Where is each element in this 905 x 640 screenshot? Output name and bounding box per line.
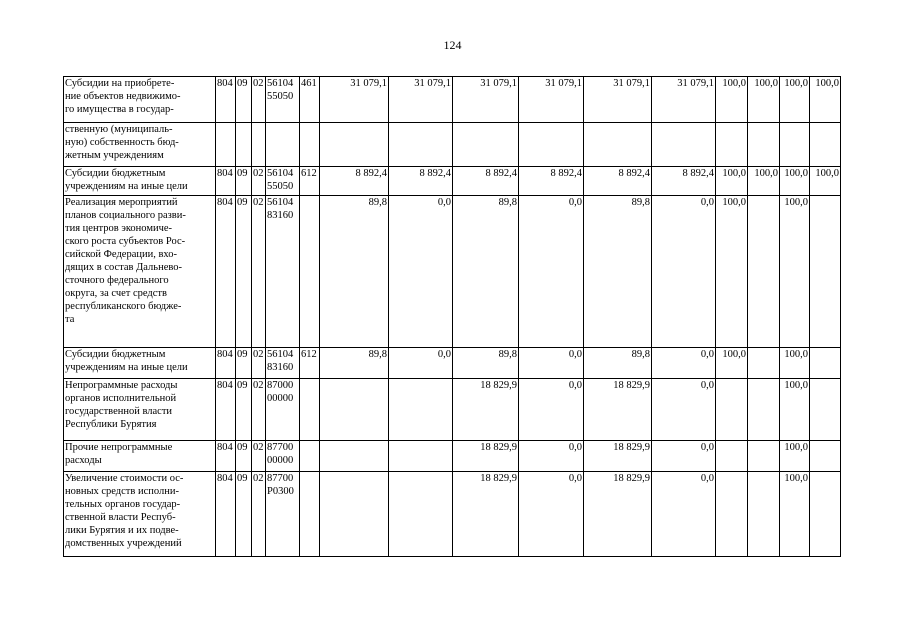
percent-1-cell: 100,0 [716, 167, 748, 196]
expense-type-cell: 461 [300, 77, 320, 123]
code-1-cell: 804 [216, 441, 236, 472]
value-1-cell [320, 472, 389, 557]
code-3-cell: 02 [252, 379, 266, 441]
expense-type-cell [300, 379, 320, 441]
value-3-cell [453, 123, 519, 167]
row-name-cell: Прочие непрограммные расходы [64, 441, 216, 472]
expense-type-cell [300, 123, 320, 167]
value-2-cell [389, 379, 453, 441]
code-2-cell: 09 [236, 77, 252, 123]
value-1-cell [320, 441, 389, 472]
code-3-cell: 02 [252, 441, 266, 472]
table-row [64, 472, 841, 557]
value-3-cell: 18 829,9 [453, 441, 519, 472]
value-1-cell: 89,8 [320, 348, 389, 379]
row-name-cell: Субсидии бюджетным учреждениям на иные цели [64, 348, 216, 379]
code-1-cell: 804 [216, 379, 236, 441]
expense-type-cell [300, 441, 320, 472]
percent-2-cell: 100,0 [748, 167, 780, 196]
percent-4-cell [810, 196, 841, 348]
value-5-cell: 18 829,9 [584, 441, 652, 472]
percent-3-cell: 100,0 [780, 441, 810, 472]
percent-4-cell [810, 123, 841, 167]
percent-3-cell: 100,0 [780, 472, 810, 557]
percent-2-cell: 100,0 [748, 77, 780, 123]
percent-4-cell [810, 441, 841, 472]
code-2-cell [236, 123, 252, 167]
expense-type-cell: 612 [300, 167, 320, 196]
percent-4-cell: 100,0 [810, 167, 841, 196]
percent-4-cell [810, 348, 841, 379]
value-1-cell: 89,8 [320, 196, 389, 348]
percent-4-cell [810, 472, 841, 557]
target-code-cell: 56104 55050 [266, 77, 300, 123]
code-1-cell [216, 123, 236, 167]
value-5-cell: 8 892,4 [584, 167, 652, 196]
code-2-cell: 09 [236, 196, 252, 348]
code-1-cell: 804 [216, 77, 236, 123]
target-code-cell: 87000 00000 [266, 379, 300, 441]
percent-2-cell [748, 123, 780, 167]
value-3-cell: 18 829,9 [453, 472, 519, 557]
value-3-cell: 89,8 [453, 348, 519, 379]
percent-2-cell [748, 348, 780, 379]
percent-1-cell: 100,0 [716, 348, 748, 379]
code-3-cell: 02 [252, 348, 266, 379]
code-2-cell: 09 [236, 472, 252, 557]
value-2-cell: 0,0 [389, 196, 453, 348]
value-4-cell: 0,0 [519, 472, 584, 557]
value-1-cell [320, 379, 389, 441]
value-2-cell [389, 441, 453, 472]
percent-3-cell [780, 123, 810, 167]
value-6-cell [652, 123, 716, 167]
code-3-cell: 02 [252, 472, 266, 557]
row-name-cell: Непрограммные расходы органов исполнительной государственной власти Республики Бурятия [64, 379, 216, 441]
expense-type-cell [300, 472, 320, 557]
code-1-cell: 804 [216, 167, 236, 196]
percent-2-cell [748, 379, 780, 441]
code-3-cell: 02 [252, 77, 266, 123]
code-3-cell [252, 123, 266, 167]
value-6-cell: 0,0 [652, 441, 716, 472]
row-name-cell: Субсидии бюджетным учреждениям на иные цели [64, 167, 216, 196]
table-row [64, 348, 841, 379]
table-row [64, 441, 841, 472]
percent-3-cell: 100,0 [780, 348, 810, 379]
percent-2-cell [748, 196, 780, 348]
value-4-cell: 8 892,4 [519, 167, 584, 196]
page-number: 124 [443, 38, 462, 52]
row-name-cell: Увеличение стоимости ос- новных средств исполни- тельных органов государ- ственной власти Респуб- лики Бурятия и их подве- домственных учреждений [64, 472, 216, 557]
value-3-cell: 18 829,9 [453, 379, 519, 441]
value-6-cell: 0,0 [652, 472, 716, 557]
value-4-cell: 0,0 [519, 379, 584, 441]
percent-1-cell: 100,0 [716, 77, 748, 123]
value-6-cell: 0,0 [652, 379, 716, 441]
table-row [64, 77, 841, 123]
percent-3-cell: 100,0 [780, 196, 810, 348]
value-3-cell: 8 892,4 [453, 167, 519, 196]
code-2-cell: 09 [236, 379, 252, 441]
target-code-cell: 56104 55050 [266, 167, 300, 196]
table-row [64, 196, 841, 348]
value-1-cell: 8 892,4 [320, 167, 389, 196]
percent-1-cell: 100,0 [716, 196, 748, 348]
row-name-cell: Реализация мероприятий планов социального разви- тия центров экономиче- ского роста субъектов Рос- сийской Федерации, вхо- дящих в состав Дальнево- сточного федерального округа, за счет средств республиканского бюдже- та [64, 196, 216, 348]
code-3-cell: 02 [252, 196, 266, 348]
percent-3-cell: 100,0 [780, 379, 810, 441]
value-5-cell [584, 123, 652, 167]
code-3-cell: 02 [252, 167, 266, 196]
value-4-cell: 31 079,1 [519, 77, 584, 123]
value-5-cell: 18 829,9 [584, 379, 652, 441]
code-2-cell: 09 [236, 167, 252, 196]
table-row [64, 123, 841, 167]
value-6-cell: 0,0 [652, 196, 716, 348]
percent-4-cell: 100,0 [810, 77, 841, 123]
percent-2-cell [748, 472, 780, 557]
percent-4-cell [810, 379, 841, 441]
percent-2-cell [748, 441, 780, 472]
percent-1-cell [716, 123, 748, 167]
value-4-cell: 0,0 [519, 196, 584, 348]
target-code-cell: 87700 00000 [266, 441, 300, 472]
percent-3-cell: 100,0 [780, 77, 810, 123]
percent-1-cell [716, 472, 748, 557]
code-2-cell: 09 [236, 348, 252, 379]
value-6-cell: 8 892,4 [652, 167, 716, 196]
value-4-cell: 0,0 [519, 348, 584, 379]
value-3-cell: 89,8 [453, 196, 519, 348]
code-1-cell: 804 [216, 472, 236, 557]
expense-type-cell: 612 [300, 348, 320, 379]
table-row [64, 379, 841, 441]
code-1-cell: 804 [216, 196, 236, 348]
value-2-cell: 8 892,4 [389, 167, 453, 196]
percent-1-cell [716, 441, 748, 472]
row-name-cell: ственную (муниципаль- ную) собственность бюд- жетным учреждениям [64, 123, 216, 167]
budget-table [63, 76, 841, 557]
value-5-cell: 18 829,9 [584, 472, 652, 557]
value-4-cell [519, 123, 584, 167]
percent-3-cell: 100,0 [780, 167, 810, 196]
value-1-cell [320, 123, 389, 167]
code-2-cell: 09 [236, 441, 252, 472]
value-2-cell: 0,0 [389, 348, 453, 379]
value-4-cell: 0,0 [519, 441, 584, 472]
row-name-cell: Субсидии на приобрете- ние объектов недвижимо- го имущества в государ- [64, 77, 216, 123]
value-2-cell: 31 079,1 [389, 77, 453, 123]
target-code-cell: 87700 P0300 [266, 472, 300, 557]
value-2-cell [389, 123, 453, 167]
value-1-cell: 31 079,1 [320, 77, 389, 123]
value-6-cell: 31 079,1 [652, 77, 716, 123]
value-5-cell: 31 079,1 [584, 77, 652, 123]
percent-1-cell [716, 379, 748, 441]
expense-type-cell [300, 196, 320, 348]
value-5-cell: 89,8 [584, 196, 652, 348]
target-code-cell [266, 123, 300, 167]
target-code-cell: 56104 83160 [266, 196, 300, 348]
value-2-cell [389, 472, 453, 557]
target-code-cell: 56104 83160 [266, 348, 300, 379]
table-row [64, 167, 841, 196]
code-1-cell: 804 [216, 348, 236, 379]
value-3-cell: 31 079,1 [453, 77, 519, 123]
value-5-cell: 89,8 [584, 348, 652, 379]
value-6-cell: 0,0 [652, 348, 716, 379]
